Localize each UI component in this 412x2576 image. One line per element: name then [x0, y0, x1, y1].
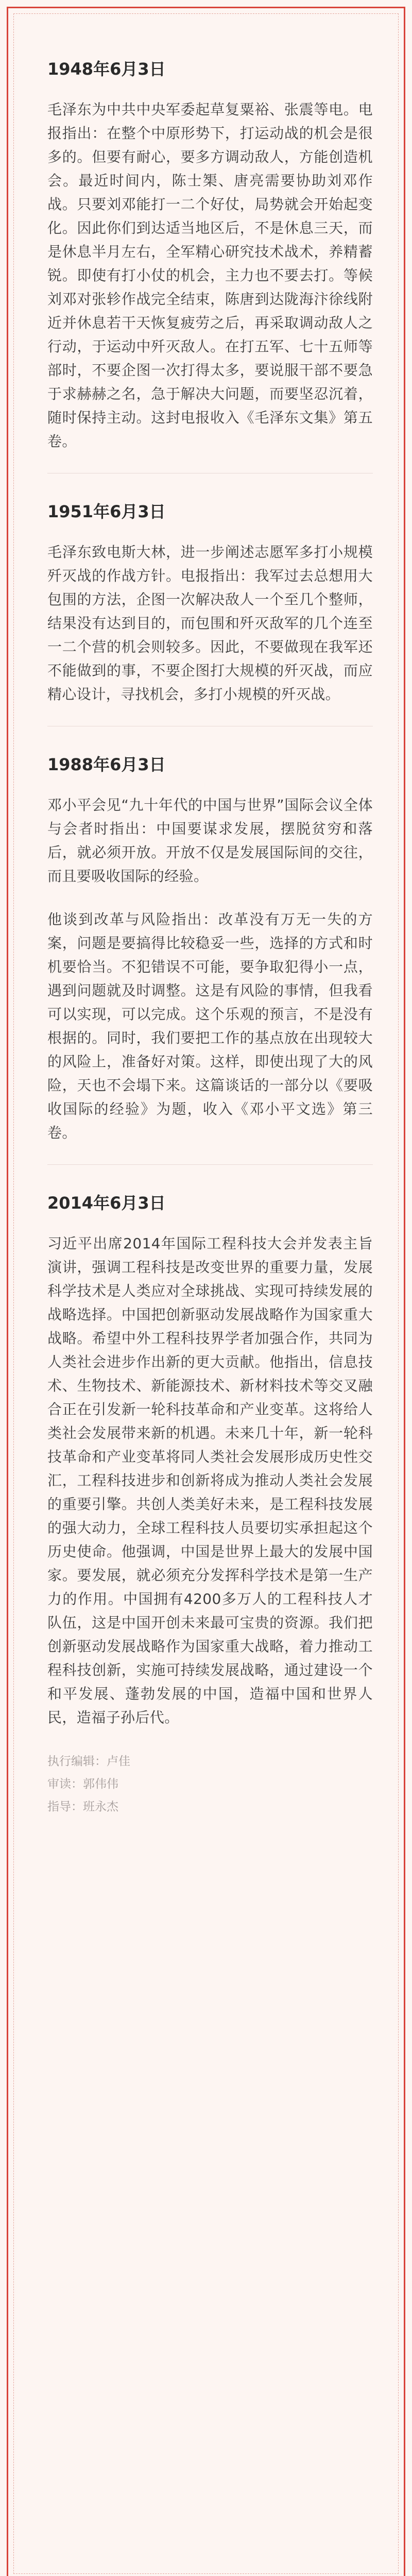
credits-block: [47, 1750, 373, 1818]
entry-paragraph: 毛泽东为中共中央军委起草复粟裕、张震等电。电报指出：在整个中原形势下，打运动战的机会是很多的。但要有耐心，要多方调动敌人，方能创造机会。最近时间内，陈士榘、唐亮需要协助刘邓作战。只要刘邓能打一二个好仗，局势就会开始起变化。因此你们到达适当地区后，不是休息三天，而是休息半月左右，全军精心研究技术战术，养精蓄锐。即使有打小仗的机会，主力也不要去打。等候刘邓对张轸作战完全结束，陈唐到达陇海汴徐线附近并休息若干天恢复疲劳之后，再采取调动敌人之行动，于运动中歼灭敌人。在打五军、七十五师等部时，不要企图一次打得太多，要说服干部不要急于求赫赫之名，急于解决大问题，而要坚忍沉着，随时保持主动。这封电报收入《毛泽东文集》第五卷。: [47, 101, 373, 450]
entry-paragraph: 毛泽东致电斯大林，进一步阐述志愿军多打小规模歼灭战的作战方针。电报指出：我军过去总想用大包围的方法，企图一次解决敌人一个至几个整师，结果没有达到目的，而包围和歼灭敌军的几个连至一二个营的机会则较多。因此，不要做现在我军还不能做到的事，不要企图打大规模的歼灭战，而应精心设计，寻找机会，多打小规模的歼灭战。: [47, 544, 373, 703]
entry-paragraph: 他谈到改革与风险指出：改革没有万无一失的方案，问题是要搞得比较稳妥一些，选择的方式和时机要恰当。不犯错误不可能，要争取犯得小一点，遇到问题就及时调整。这是有风险的事情，但我看可以实现，可以完成。这个乐观的预言，不是没有根据的。同时，我们要把工作的基点放在出现较大的风险上，准备好对策。这样，即使出现了大的风险，天也不会塌下来。这篇谈话的一部分以《要吸收国际的经验》为题，收入《邓小平文选》第三卷。: [47, 911, 373, 1141]
entry-1951: [47, 500, 373, 706]
page-frame: [7, 7, 405, 2576]
entry-date: 2014年6月3日: [47, 1193, 166, 1213]
entry-1948: [47, 58, 373, 453]
entry-2014: [47, 1192, 373, 1730]
entry-1988: [47, 753, 373, 1145]
credit-reviewer: 审读：郭伟伟: [47, 1777, 118, 1791]
credit-editor: 执行编辑：卢佳: [47, 1755, 130, 1768]
credit-director: 指导：班永杰: [47, 1800, 118, 1814]
entry-date: 1951年6月3日: [47, 502, 166, 521]
entry-paragraph: 邓小平会见“九十年代的中国与世界”国际会议全体与会者时指出：中国要谋求发展，摆脱贫穷和落后，就必须开放。开放不仅是发展国际间的交往，而且要吸收国际的经验。: [47, 796, 373, 885]
entry-divider: [47, 1164, 373, 1165]
article-body: [47, 58, 373, 1818]
entry-paragraph: 习近平出席2014年国际工程科技大会并发表主旨演讲，强调工程科技是改变世界的重要力量，发展科学技术是人类应对全球挑战、实现可持续发展的战略选择。中国把创新驱动发展战略作为国家重大战略。希望中外工程科技界学者加强合作，共同为人类社会进步作出新的更大贡献。他指出，信息技术、生物技术、新能源技术、新材料技术等交叉融合正在引发新一轮科技革命和产业变革。这将给人类社会发展带来新的机遇。未来几十年，新一轮科技革命和产业变革将同人类社会发展形成历史性交汇，工程科技进步和创新将成为推动人类社会发展的重要引擎。共创人类美好未来，是工程科技发展的强大动力，全球工程科技人员要切实承担起这个历史使命。他强调，中国是世界上最大的发展中国家。要发展，就必须充分发挥科学技术是第一生产力的作用。中国拥有4200多万人的工程科技人才队伍，这是中国开创未来最可宝贵的资源。我们把创新驱动发展战略作为国家重大战略，着力推动工程科技创新，实施可持续发展战略，通过建设一个和平发展、蓬勃发展的中国，造福中国和世界人民，造福子孙后代。: [47, 1235, 373, 1726]
entry-date: 1948年6月3日: [47, 59, 166, 79]
entry-date: 1988年6月3日: [47, 755, 166, 774]
